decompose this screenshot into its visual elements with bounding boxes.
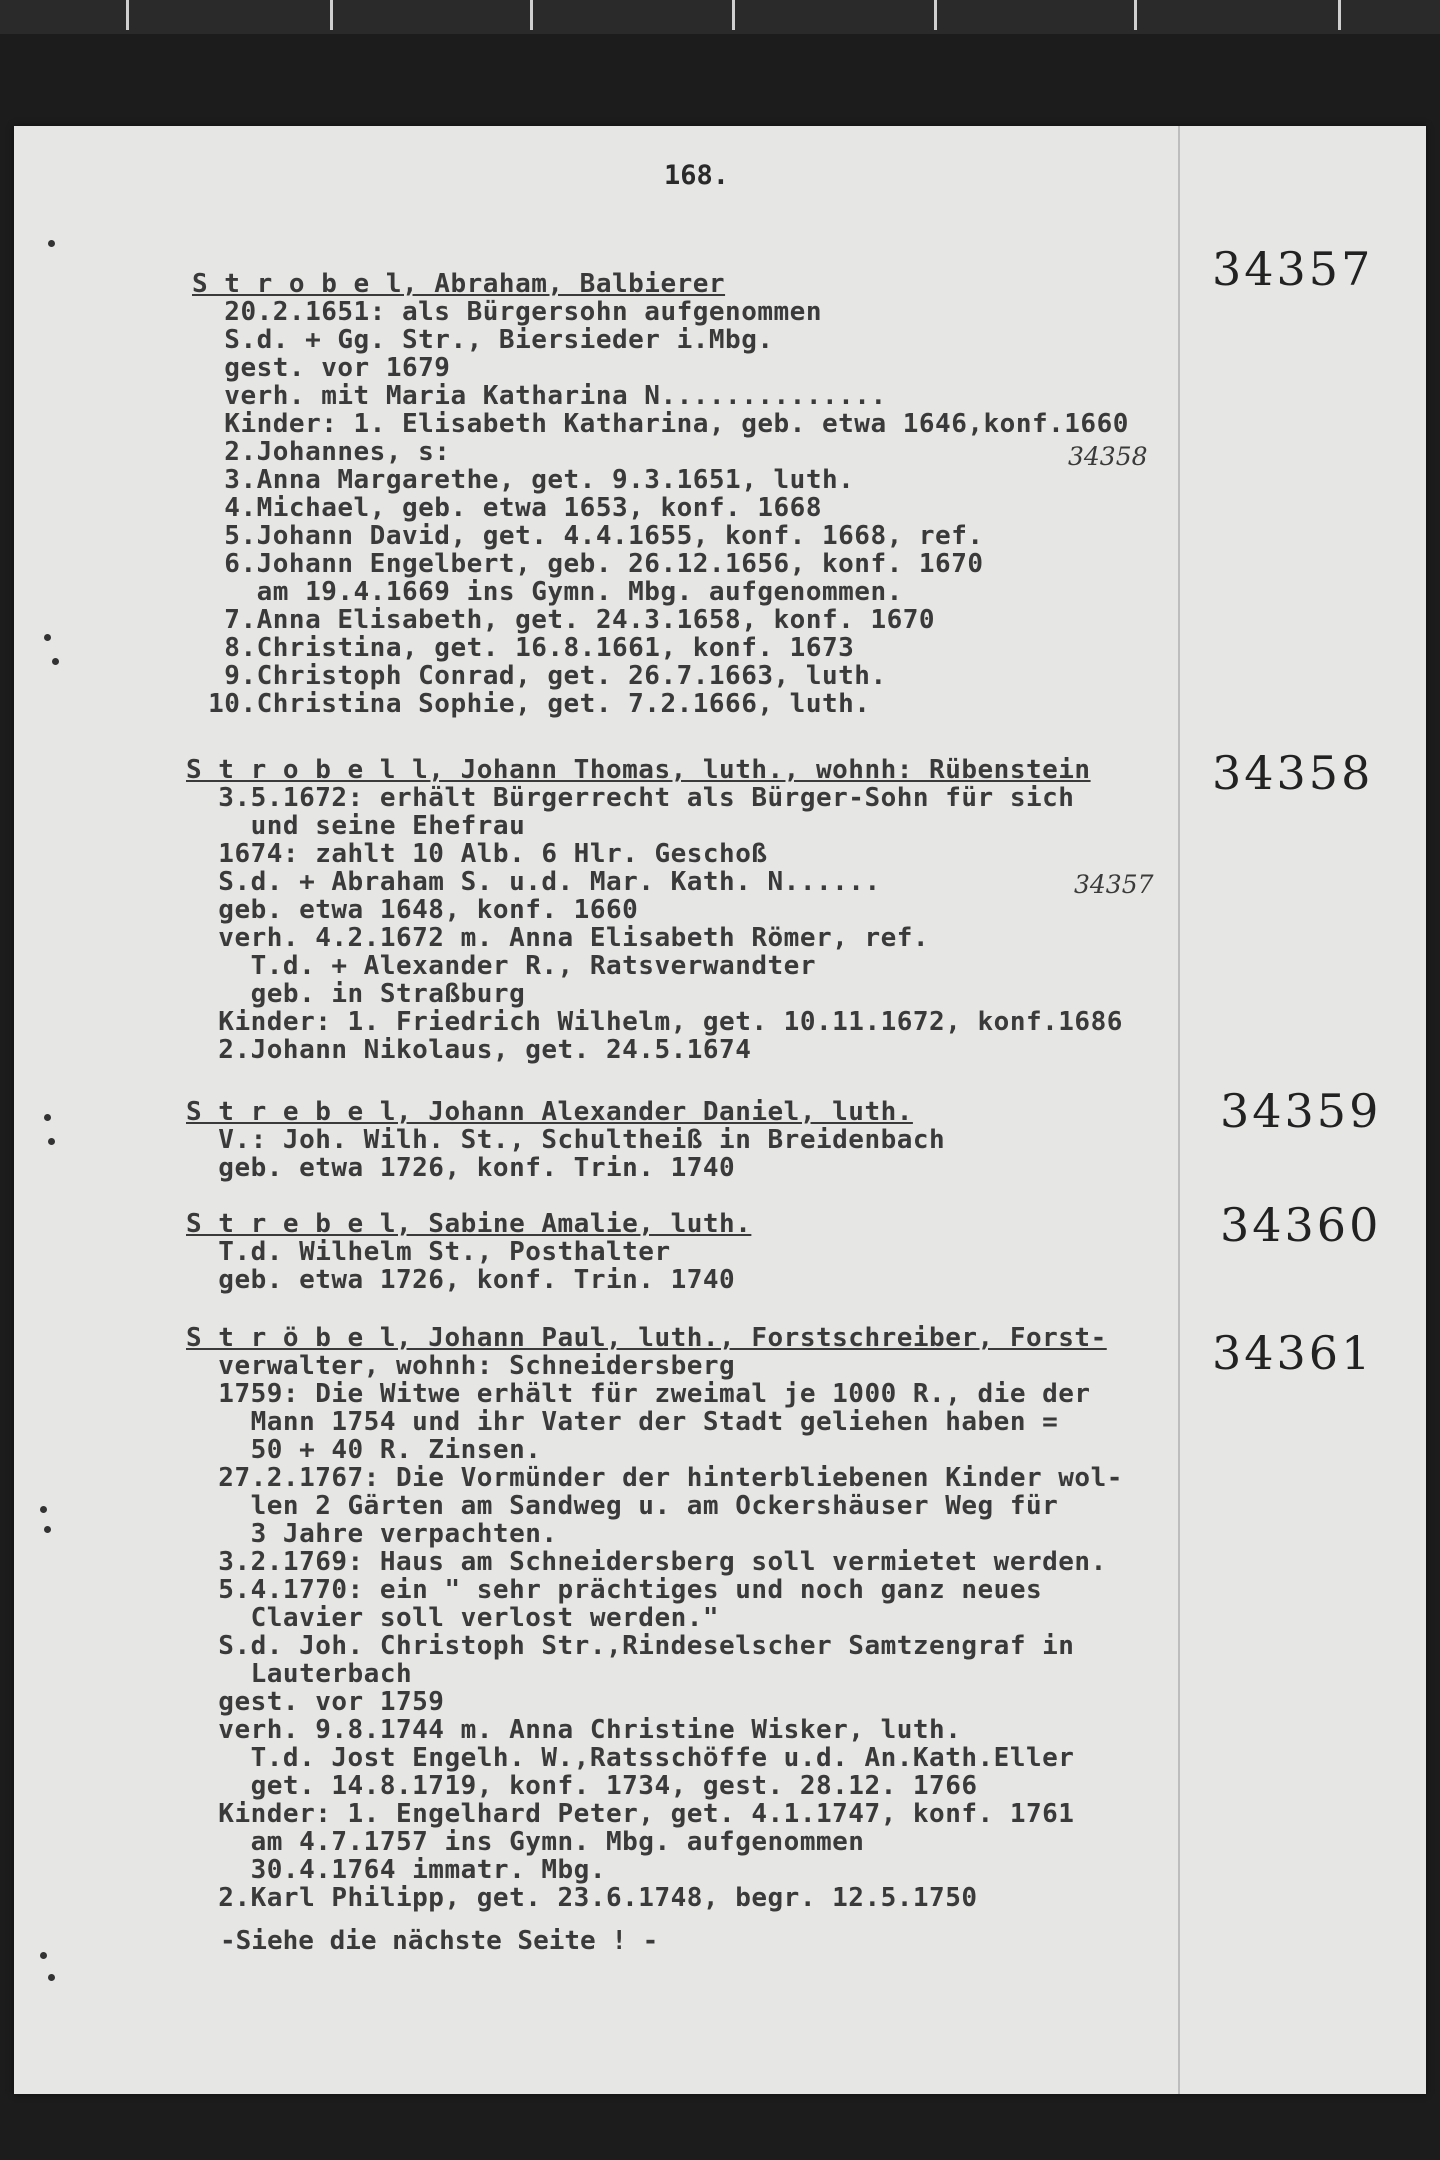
entry-line: verwalter, wohnh: Schneidersberg	[186, 1351, 736, 1381]
punch-mark	[44, 1114, 51, 1121]
entry-line: geb. etwa 1726, konf. Trin. 1740	[186, 1153, 736, 1183]
strip-mark	[732, 0, 735, 30]
top-strip	[0, 0, 1440, 34]
punch-mark	[52, 658, 59, 665]
entry-line: Kinder: 1. Elisabeth Katharina, geb. etwa 1646,konf.1660	[192, 409, 1129, 439]
entry-line: 4.Michael, geb. etwa 1653, konf. 1668	[192, 493, 822, 523]
entry-line: am 4.7.1757 ins Gymn. Mbg. aufgenommen	[186, 1827, 865, 1857]
entry-number: 34361	[1212, 1326, 1374, 1380]
entry-line: 27.2.1767: Die Vormünder der hinterbliebenen Kinder wol-	[186, 1463, 1123, 1493]
continuation-note: -Siehe die nächste Seite ! -	[220, 1926, 659, 1956]
entry-line: 6.Johann Engelbert, geb. 26.12.1656, konf. 1670	[192, 549, 984, 579]
entry-line: T.d. Wilhelm St., Posthalter	[186, 1237, 671, 1267]
entry-line: 9.Christoph Conrad, get. 26.7.1663, luth.	[192, 661, 887, 691]
entry-line: Kinder: 1. Friedrich Wilhelm, get. 10.11.1672, konf.1686	[186, 1007, 1123, 1037]
entry-line: 8.Christina, get. 16.8.1661, konf. 1673	[192, 633, 855, 663]
entry-line: len 2 Gärten am Sandweg u. am Ockershäuser Weg für	[186, 1491, 1059, 1521]
entry-line: S t r o b e l, Abraham, Balbierer	[192, 269, 726, 299]
entry-line: 1674: zahlt 10 Alb. 6 Hlr. Geschoß	[186, 839, 768, 869]
entry-line: T.d. Jost Engelh. W.,Ratsschöffe u.d. An.Kath.Eller	[186, 1743, 1075, 1773]
strip-mark	[126, 0, 129, 30]
entry-line: 3.5.1672: erhält Bürgerrecht als Bürger-Sohn für sich	[186, 783, 1075, 813]
entry-line: 5.Johann David, get. 4.4.1655, konf. 1668, ref.	[192, 521, 984, 551]
entry-line: S.d. Joh. Christoph Str.,Rindeselscher Samtzengraf in	[186, 1631, 1075, 1661]
entry-line: 2.Johannes, s:	[192, 437, 451, 467]
strip-mark	[1338, 0, 1341, 30]
entry-line: und seine Ehefrau	[186, 811, 526, 841]
punch-mark	[40, 1506, 47, 1513]
entry-line: am 19.4.1669 ins Gymn. Mbg. aufgenommen.	[192, 577, 903, 607]
entry-line: V.: Joh. Wilh. St., Schultheiß in Breidenbach	[186, 1125, 946, 1155]
entry-line: T.d. + Alexander R., Ratsverwandter	[186, 951, 816, 981]
index-card-page	[14, 126, 1426, 2094]
punch-mark	[48, 240, 55, 247]
entry-line: S t r o b e l l, Johann Thomas, luth., wohnh: Rübenstein	[186, 755, 1091, 785]
entry-line: 2.Karl Philipp, get. 23.6.1748, begr. 12.5.1750	[186, 1883, 978, 1913]
entry-line: 20.2.1651: als Bürgersohn aufgenommen	[192, 297, 822, 327]
punch-mark	[48, 1974, 55, 1981]
entry-number: 34358	[1212, 746, 1374, 800]
entry-line: 30.4.1764 immatr. Mbg.	[186, 1855, 606, 1885]
strip-mark	[530, 0, 533, 30]
entry-line: 3.Anna Margarethe, get. 9.3.1651, luth.	[192, 465, 855, 495]
handwritten-note: 34357	[1074, 870, 1154, 899]
entry-line: 10.Christina Sophie, get. 7.2.1666, luth.	[192, 689, 871, 719]
entry-line: 3.2.1769: Haus am Schneidersberg soll vermietet werden.	[186, 1547, 1107, 1577]
entry-line: Mann 1754 und ihr Vater der Stadt geliehen haben =	[186, 1407, 1059, 1437]
entry-line: S t r e b e l, Sabine Amalie, luth.	[186, 1209, 752, 1239]
strip-mark	[934, 0, 937, 30]
punch-mark	[48, 1138, 55, 1145]
entry-line: 1759: Die Witwe erhält für zweimal je 1000 R., die der	[186, 1379, 1091, 1409]
strip-mark	[330, 0, 333, 30]
entry-line: 2.Johann Nikolaus, get. 24.5.1674	[186, 1035, 752, 1065]
entry-line: S t r ö b e l, Johann Paul, luth., Forstschreiber, Forst-	[186, 1323, 1107, 1353]
entry-line: geb. etwa 1726, konf. Trin. 1740	[186, 1265, 736, 1295]
punch-mark	[40, 1952, 47, 1959]
entry-line: get. 14.8.1719, konf. 1734, gest. 28.12. 1766	[186, 1771, 978, 1801]
page-number: 168.	[664, 160, 730, 191]
entry-line: geb. etwa 1648, konf. 1660	[186, 895, 639, 925]
punch-mark	[44, 634, 51, 641]
entry-line: Clavier soll verlost werden."	[186, 1603, 720, 1633]
entry-line: verh. mit Maria Katharina N..............	[192, 381, 887, 411]
handwritten-note: 34358	[1068, 442, 1148, 471]
entry-line: Kinder: 1. Engelhard Peter, get. 4.1.1747, konf. 1761	[186, 1799, 1075, 1829]
entry-line: 7.Anna Elisabeth, get. 24.3.1658, konf. 1670	[192, 605, 936, 635]
entry-line: verh. 4.2.1672 m. Anna Elisabeth Römer, ref.	[186, 923, 930, 953]
entry-line: geb. in Straßburg	[186, 979, 526, 1009]
strip-mark	[1134, 0, 1137, 30]
entry-line: S t r e b e l, Johann Alexander Daniel, luth.	[186, 1097, 913, 1127]
margin-rule	[1178, 126, 1180, 2094]
entry-line: S.d. + Gg. Str., Biersieder i.Mbg.	[192, 325, 774, 355]
punch-mark	[44, 1526, 51, 1533]
entry-number: 34359	[1220, 1084, 1382, 1138]
entry-line: gest. vor 1679	[192, 353, 451, 383]
entry-line: 5.4.1770: ein " sehr prächtiges und noch ganz neues	[186, 1575, 1043, 1605]
entry-line: gest. vor 1759	[186, 1687, 445, 1717]
entry-line: verh. 9.8.1744 m. Anna Christine Wisker, luth.	[186, 1715, 962, 1745]
entry-number: 34360	[1220, 1198, 1382, 1252]
entry-number: 34357	[1212, 242, 1374, 296]
entry-line: 50 + 40 R. Zinsen.	[186, 1435, 542, 1465]
entry-line: S.d. + Abraham S. u.d. Mar. Kath. N......	[186, 867, 881, 897]
entry-line: Lauterbach	[186, 1659, 413, 1689]
entry-line: 3 Jahre verpachten.	[186, 1519, 558, 1549]
